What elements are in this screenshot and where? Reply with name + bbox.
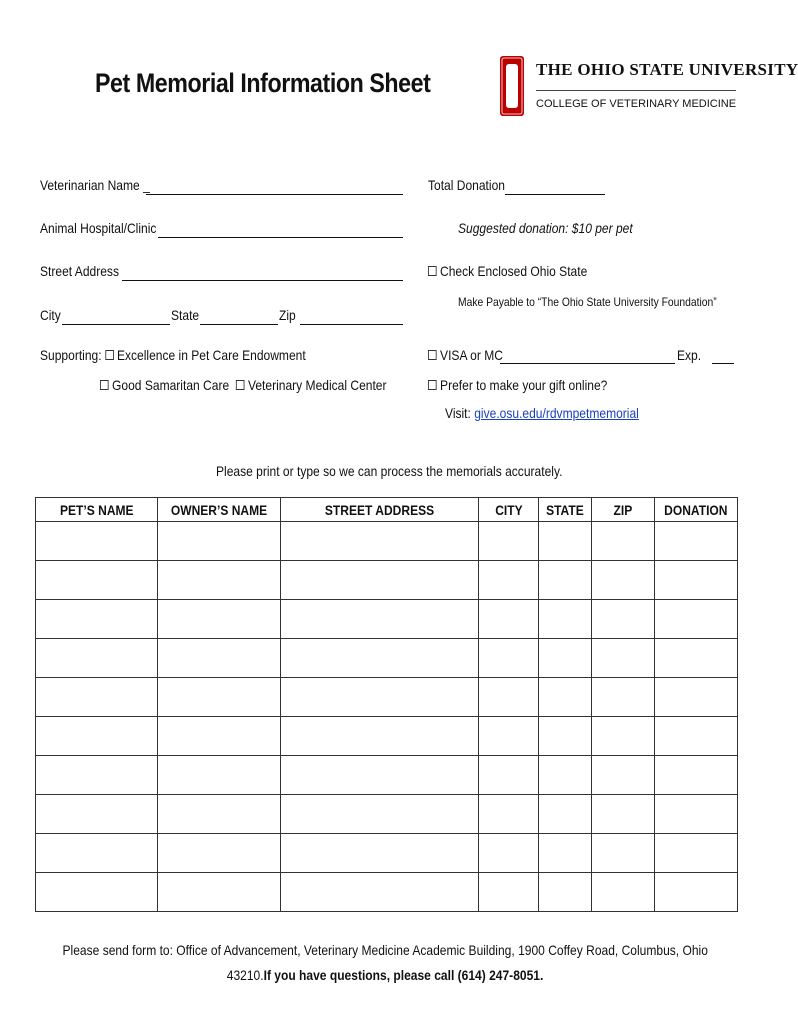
column-header: ZIP <box>592 498 655 522</box>
column-header: DONATION <box>655 498 738 522</box>
table-cell[interactable] <box>592 834 655 873</box>
table-row <box>36 717 738 756</box>
checkbox-check-enclosed[interactable] <box>428 266 437 276</box>
checkbox-vet-medical-center[interactable] <box>236 380 245 390</box>
table-cell[interactable] <box>158 834 281 873</box>
table-cell[interactable] <box>36 561 158 600</box>
page-title: Pet Memorial Information Sheet <box>95 68 431 98</box>
table-cell[interactable] <box>539 561 592 600</box>
table-cell[interactable] <box>36 600 158 639</box>
table-cell[interactable] <box>158 561 281 600</box>
veterinarian-field[interactable] <box>146 194 403 195</box>
check-enclosed-label: Check Enclosed Ohio State <box>440 263 588 279</box>
college-name: COLLEGE OF VETERINARY MEDICINE <box>536 98 737 110</box>
table-cell[interactable] <box>158 756 281 795</box>
column-header: OWNER’S NAME <box>158 498 281 522</box>
hospital-field[interactable] <box>158 237 403 238</box>
veterinarian-label: Veterinarian Name _ <box>40 177 150 193</box>
support-option-vet-medical-center: Veterinary Medical Center <box>247 377 387 393</box>
column-header: PET’S NAME <box>36 498 158 522</box>
checkbox-online-gift[interactable] <box>428 380 437 390</box>
state-field[interactable] <box>200 324 278 325</box>
table-cell[interactable] <box>539 600 592 639</box>
table-cell[interactable] <box>592 561 655 600</box>
total-donation-field[interactable] <box>505 194 605 195</box>
table-cell[interactable] <box>158 717 281 756</box>
table-row <box>36 522 738 561</box>
visit-label: Visit: <box>445 405 471 421</box>
table-cell[interactable] <box>281 795 479 834</box>
table-cell[interactable] <box>479 873 539 912</box>
table-cell[interactable] <box>539 795 592 834</box>
support-option-excellence: Excellence in Pet Care Endowment <box>116 347 306 363</box>
city-field[interactable] <box>62 324 170 325</box>
checkbox-excellence[interactable] <box>105 350 114 360</box>
checkbox-good-samaritan[interactable] <box>100 380 109 390</box>
table-cell[interactable] <box>281 756 479 795</box>
footer <box>40 938 730 988</box>
table-cell[interactable] <box>281 678 479 717</box>
table-cell[interactable] <box>592 717 655 756</box>
table-cell[interactable] <box>479 717 539 756</box>
table-cell[interactable] <box>36 522 158 561</box>
card-number-field[interactable] <box>500 363 675 364</box>
table-cell[interactable] <box>539 834 592 873</box>
table-cell[interactable] <box>479 522 539 561</box>
supporting-label: Supporting: <box>40 347 102 363</box>
suggested-donation: Suggested donation: $10 per pet <box>458 220 633 236</box>
table-cell[interactable] <box>281 834 479 873</box>
table-cell[interactable] <box>479 834 539 873</box>
exp-label: Exp. <box>677 347 702 363</box>
hospital-label: Animal Hospital/Clinic <box>40 220 157 236</box>
table-cell[interactable] <box>281 717 479 756</box>
table-cell[interactable] <box>539 522 592 561</box>
table-cell[interactable] <box>281 639 479 678</box>
table-cell[interactable] <box>592 678 655 717</box>
support-option-good-samaritan: Good Samaritan Care <box>112 377 230 393</box>
check-enclosed-row <box>428 263 587 279</box>
table-cell[interactable] <box>539 717 592 756</box>
table-cell[interactable] <box>655 717 738 756</box>
footer-zip: 43210. <box>226 967 264 983</box>
table-cell[interactable] <box>479 600 539 639</box>
table-cell[interactable] <box>655 795 738 834</box>
university-name: THE OHIO STATE UNIVERSITY <box>536 60 798 79</box>
zip-label: Zip <box>279 307 296 323</box>
table-row <box>36 639 738 678</box>
online-gift-label: Prefer to make your gift online? <box>440 377 608 393</box>
table-cell[interactable] <box>36 678 158 717</box>
table-cell[interactable] <box>655 756 738 795</box>
exp-field[interactable] <box>712 363 734 364</box>
table-cell[interactable] <box>592 795 655 834</box>
table-cell[interactable] <box>281 600 479 639</box>
table-cell[interactable] <box>281 873 479 912</box>
table-cell[interactable] <box>539 678 592 717</box>
table-cell[interactable] <box>592 873 655 912</box>
table-cell[interactable] <box>539 873 592 912</box>
footer-contact: If you have questions, please call (614) 247-8051. <box>263 967 544 983</box>
table-cell[interactable] <box>158 873 281 912</box>
table-cell[interactable] <box>539 756 592 795</box>
checkbox-visa-mc[interactable] <box>428 350 437 360</box>
footer-line-2 <box>227 963 544 988</box>
table-row <box>36 561 738 600</box>
table-cell[interactable] <box>36 834 158 873</box>
column-header: CITY <box>479 498 539 522</box>
table-cell[interactable] <box>592 600 655 639</box>
block-o-logo-icon <box>500 56 524 116</box>
table-cell[interactable] <box>36 795 158 834</box>
table-cell[interactable] <box>36 639 158 678</box>
zip-field[interactable] <box>300 324 403 325</box>
table-cell[interactable] <box>655 678 738 717</box>
visa-mc-label: VISA or MC <box>440 347 503 363</box>
table-cell[interactable] <box>479 561 539 600</box>
city-label: City <box>40 307 61 323</box>
online-gift-row <box>428 377 607 393</box>
supporting-row <box>40 347 306 363</box>
total-donation-label: Total Donation <box>428 177 505 193</box>
footer-line-1: Please send form to: Office of Advancement, Veterinary Medicine Academic Building, 1900 Coffey Road, Columbus, Ohio <box>62 942 708 958</box>
payable-to-text: Make Payable to “The Ohio State University Foundation” <box>458 295 717 309</box>
logo-divider <box>536 90 736 91</box>
column-header: STREET ADDRESS <box>281 498 479 522</box>
table-cell[interactable] <box>655 639 738 678</box>
visit-row <box>445 405 639 421</box>
street-label: Street Address <box>40 263 119 279</box>
table-cell[interactable] <box>158 522 281 561</box>
donation-link[interactable]: give.osu.edu/rdvmpetmemorial <box>474 405 639 421</box>
memorial-table <box>35 497 738 912</box>
visa-row <box>428 347 503 363</box>
column-header: STATE <box>539 498 592 522</box>
table-header-row <box>36 498 738 522</box>
table-cell[interactable] <box>655 834 738 873</box>
table-cell[interactable] <box>592 639 655 678</box>
table-cell[interactable] <box>592 522 655 561</box>
table-cell[interactable] <box>479 795 539 834</box>
table-cell[interactable] <box>655 522 738 561</box>
street-field[interactable] <box>122 280 403 281</box>
table-row <box>36 834 738 873</box>
table-row <box>36 600 738 639</box>
osu-logo <box>500 56 798 122</box>
table-cell[interactable] <box>281 522 479 561</box>
table-cell[interactable] <box>158 678 281 717</box>
table-row <box>36 795 738 834</box>
table-cell[interactable] <box>36 873 158 912</box>
table-cell[interactable] <box>36 756 158 795</box>
table-cell[interactable] <box>158 600 281 639</box>
table-cell[interactable] <box>479 639 539 678</box>
state-label: State <box>171 307 200 323</box>
instructions-text: Please print or type so we can process the memorials accurately. <box>216 463 563 479</box>
table-cell[interactable] <box>158 795 281 834</box>
table-cell[interactable] <box>655 600 738 639</box>
table-cell[interactable] <box>479 678 539 717</box>
table-cell[interactable] <box>281 561 479 600</box>
table-cell[interactable] <box>36 717 158 756</box>
table-cell[interactable] <box>592 756 655 795</box>
table-cell[interactable] <box>539 639 592 678</box>
table-cell[interactable] <box>655 561 738 600</box>
table-row <box>36 756 738 795</box>
table-row <box>36 678 738 717</box>
table-row <box>36 873 738 912</box>
table-cell[interactable] <box>655 873 738 912</box>
table-cell[interactable] <box>479 756 539 795</box>
table-cell[interactable] <box>158 639 281 678</box>
supporting-row-2 <box>100 377 387 393</box>
